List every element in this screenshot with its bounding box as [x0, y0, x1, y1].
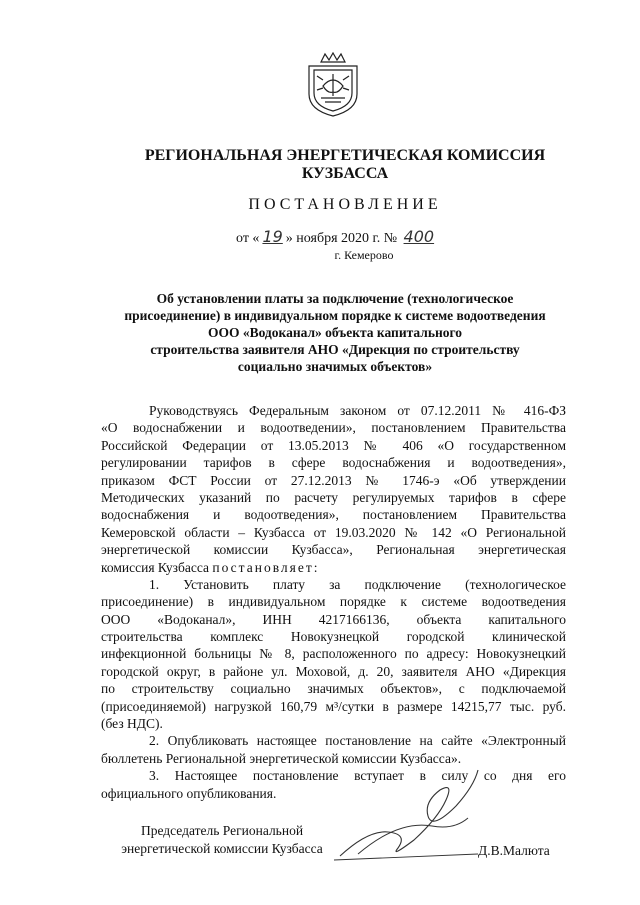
- org-name-line2: КУЗБАССА: [301, 165, 389, 182]
- city: г. Кемерово: [334, 248, 394, 262]
- preamble-line: Методических указаний по расчету регулируемых тарифов в сфере: [101, 489, 566, 505]
- subject-line: Об установлении платы за подключение (технологическое: [156, 291, 514, 306]
- item3-line: 3. Настоящее постановление вступает в силу со дня его: [149, 768, 566, 784]
- date-prefix: от «: [236, 231, 260, 246]
- preamble-line: Руководствуясь Федеральным законом от 07.12.2011 № 416-ФЗ: [149, 403, 566, 418]
- item1-line: городской округ, в районе ул. Моховой, д. 20, заявителя АНО «Дирекция: [101, 663, 566, 679]
- item1-line: 1. Установить плату за подключение (технологическое: [149, 576, 566, 592]
- item1-line: по строительству социально значимых объектов», с подключаемой: [101, 681, 566, 697]
- date-middle: » ноября 2020 г. №: [285, 231, 398, 246]
- document-body: [101, 402, 566, 802]
- preamble-tail: комиссия Кузбасса: [101, 559, 213, 575]
- preamble-line: регулировании тарифов в сфере водоснабжения и водоотведения»,: [101, 455, 566, 471]
- signatory-title: [112, 822, 332, 858]
- item1-line: ООО «Водоканал», ИНН 4217166136, объекта капитального: [101, 611, 566, 627]
- date-day: 19: [262, 227, 283, 246]
- document-type: ПОСТАНОВЛЕНИЕ: [248, 196, 442, 213]
- handwritten-signature: [328, 760, 488, 870]
- item1-line: (без НДС).: [101, 716, 163, 732]
- coat-of-arms-emblem: [301, 52, 365, 118]
- subject-line: социально значимых объектов»: [237, 359, 433, 374]
- item1-line: строительства комплекс Новокузнецкой городской клинической: [101, 629, 566, 645]
- preamble-line: «О водоснабжении и водоотведении», постановлением Правительства: [101, 420, 566, 436]
- preamble-tail-line: [101, 559, 566, 576]
- item3-line: официального опубликования.: [101, 785, 277, 801]
- preamble-line: Российской Федерации от 13.05.2013 № 406 «О государственном: [101, 437, 566, 453]
- document-date-number: [236, 227, 476, 247]
- document-subject: [70, 290, 600, 375]
- signatory-title-line2: энергетической комиссии Кузбасса: [121, 841, 323, 856]
- issuing-organization: [0, 147, 640, 183]
- preamble-line: водоснабжения и водоотведения», постановлением Правительства: [101, 507, 566, 523]
- org-name-line1: РЕГИОНАЛЬНАЯ ЭНЕРГЕТИЧЕСКАЯ КОМИССИЯ: [144, 147, 546, 164]
- item1-line: (присоединяемой) нагрузкой 160,79 м³/сутки в размере 14215,77 тыс. руб.: [101, 698, 566, 714]
- item1-line: присоединение) в индивидуальном порядке к системе водоотведения: [101, 594, 566, 610]
- subject-line: ООО «Водоканал» объекта капитального: [207, 325, 463, 340]
- preamble-line: энергетической комиссии Кузбасса», Региональная энергетическая: [101, 542, 566, 558]
- resolves-word: постановляет:: [212, 559, 320, 575]
- preamble-line: Кемеровской области – Кузбасса от 19.03.2020 № 142 «О Региональной: [101, 524, 566, 540]
- item2-line: 2. Опубликовать настоящее постановление на сайте «Электронный: [149, 733, 566, 749]
- item2-line: бюллетень Региональной энергетической комиссии Кузбасса».: [101, 750, 462, 766]
- signatory-name: Д.В.Малюта: [478, 843, 550, 858]
- preamble-line: приказом ФСТ России от 27.12.2013 № 1746-э «Об утверждении: [101, 472, 566, 488]
- subject-line: строительства заявителя АНО «Дирекция по строительству: [150, 342, 520, 357]
- subject-line: присоединение) в индивидуальном порядке к системе водоотведения: [124, 308, 546, 323]
- signatory-title-line1: Председатель Региональной: [140, 823, 304, 838]
- item1-line: инфекционной больницы № 8, расположенного по адресу: Новокузнецкий: [101, 646, 566, 662]
- document-number: 400: [403, 227, 435, 246]
